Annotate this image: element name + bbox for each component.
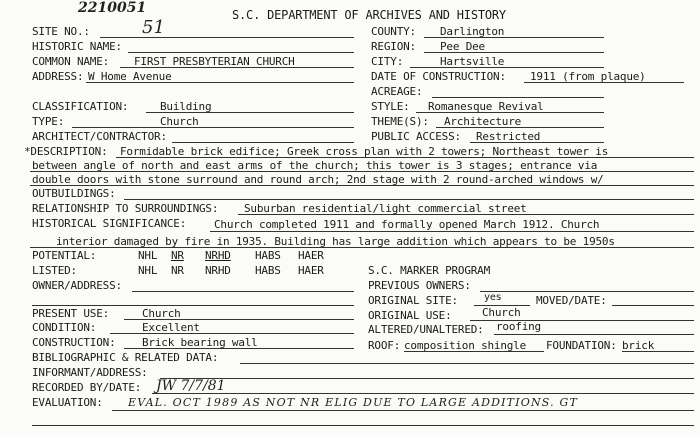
moved-line — [612, 305, 694, 306]
original-use-value: Church — [482, 306, 521, 319]
significance-line-2: interior damaged by fire in 1935. Building has large addition which appears to be 1950s — [56, 235, 615, 248]
foundation-value: brick — [622, 339, 655, 352]
significance-label: HISTORICAL SIGNIFICANCE: — [32, 217, 187, 230]
listed-nrhd: NRHD — [205, 264, 231, 277]
original-site-label: ORIGINAL SITE: — [368, 294, 458, 307]
themes-label: THEME(S): — [371, 115, 429, 128]
construction-line — [124, 348, 354, 349]
condition-value: Excellent — [142, 321, 200, 334]
style-value: Romanesque Revival — [428, 100, 544, 113]
card-number: 2210051 — [78, 0, 147, 16]
present-use-line — [124, 319, 354, 320]
address-value: W Home Avenue — [88, 70, 172, 83]
public-access-line — [470, 142, 604, 143]
listed-label: LISTED: — [32, 264, 77, 277]
outbuildings-line — [124, 199, 694, 200]
description-line-3: double doors with stone surround and round arch; 2nd stage with 2 round-arched windows w/ — [32, 173, 604, 186]
description-underline-3 — [30, 185, 694, 186]
previous-owners-label: PREVIOUS OWNERS: — [368, 279, 471, 292]
listed-nr: NR — [171, 264, 184, 277]
classification-line — [146, 112, 354, 113]
altered-line — [494, 334, 694, 335]
date-label: DATE OF CONSTRUCTION: — [371, 70, 506, 83]
themes-line — [436, 127, 604, 128]
site-no-line — [100, 37, 354, 38]
county-value: Darlington — [440, 25, 505, 38]
architect-label: ARCHITECT/CONTRACTOR: — [32, 130, 167, 143]
address-line — [86, 82, 354, 83]
recorded-line — [152, 393, 694, 394]
listed-haer: HAER — [298, 264, 324, 277]
region-label: REGION: — [371, 40, 416, 53]
architect-line — [172, 142, 354, 143]
public-access-label: PUBLIC ACCESS: — [371, 130, 461, 143]
relationship-value: Suburban residential/light commercial street — [244, 202, 527, 215]
roof-line — [404, 351, 544, 352]
date-value: 1911 (from plaque) — [530, 70, 646, 83]
roof-value: composition shingle — [404, 339, 527, 352]
public-access-value: Restricted — [476, 130, 541, 143]
common-name-value: FIRST PRESBYTERIAN CHURCH — [134, 55, 295, 68]
address-label: ADDRESS: — [32, 70, 84, 83]
present-use-label: PRESENT USE: — [32, 307, 110, 320]
owner-line — [132, 291, 354, 292]
previous-owners-line — [480, 291, 694, 292]
significance-underline-2 — [30, 247, 694, 248]
foundation-line — [622, 351, 694, 352]
description-underline-2 — [30, 171, 694, 172]
date-line — [524, 82, 684, 83]
historic-name-label: HISTORIC NAME: — [32, 40, 122, 53]
owner-line-2 — [32, 305, 354, 306]
original-use-label: ORIGINAL USE: — [368, 309, 452, 322]
foundation-label: FOUNDATION: — [546, 339, 617, 352]
altered-value: roofing — [496, 320, 541, 333]
present-use-value: Church — [142, 307, 181, 320]
city-label: CITY: — [371, 55, 404, 68]
region-value: Pee Dee — [440, 40, 485, 53]
condition-label: CONDITION: — [32, 321, 97, 334]
moved-label: MOVED/DATE: — [536, 294, 607, 307]
description-label: *DESCRIPTION: — [24, 145, 108, 158]
listed-nhl: NHL — [138, 264, 158, 277]
department-header: S.C. DEPARTMENT OF ARCHIVES AND HISTORY — [232, 8, 506, 22]
relationship-label: RELATIONSHIP TO SURROUNDINGS: — [32, 202, 219, 215]
owner-label: OWNER/ADDRESS: — [32, 279, 122, 292]
recorded-value: JW 7/7/81 — [156, 378, 226, 394]
acreage-line — [432, 97, 604, 98]
themes-value: Architecture — [444, 115, 522, 128]
listed-habs: HABS — [255, 264, 281, 277]
informant-label: INFORMANT/ADDRESS: — [32, 366, 148, 379]
region-line — [424, 52, 604, 53]
style-line — [416, 112, 604, 113]
city-value: Hartsville — [440, 55, 505, 68]
county-line — [424, 37, 604, 38]
type-line — [72, 127, 354, 128]
roof-label: ROOF: — [368, 339, 401, 352]
type-label: TYPE: — [32, 115, 65, 128]
construction-label: CONSTRUCTION: — [32, 336, 116, 349]
common-name-label: COMMON NAME: — [32, 55, 110, 68]
relationship-line — [238, 214, 694, 215]
description-underline-1 — [116, 157, 694, 158]
potential-nrhd: NRHD — [205, 249, 231, 262]
city-line — [410, 67, 604, 68]
outbuildings-label: OUTBUILDINGS: — [32, 187, 116, 200]
site-no-label: SITE NO.: — [32, 25, 90, 38]
marker-program-label: S.C. MARKER PROGRAM — [368, 264, 491, 277]
potential-habs: HABS — [255, 249, 281, 262]
evaluation-value: EVAL. OCT 1989 AS NOT NR ELIG DUE TO LARGE ADDITIONS. GT — [128, 396, 579, 409]
altered-label: ALTERED/UNALTERED: — [368, 323, 484, 336]
recorded-label: RECORDED BY/DATE: — [32, 381, 142, 394]
potential-label: POTENTIAL: — [32, 249, 97, 262]
description-line-1: Formidable brick edifice; Greek cross plan with 2 towers; Northeast tower is — [120, 145, 609, 158]
condition-line — [110, 333, 354, 334]
common-name-line — [120, 67, 354, 68]
county-label: COUNTY: — [371, 25, 416, 38]
construction-value: Brick bearing wall — [142, 336, 258, 349]
acreage-label: ACREAGE: — [371, 85, 423, 98]
classification-value: Building — [160, 100, 212, 113]
informant-line — [160, 378, 694, 379]
historic-name-line — [128, 52, 354, 53]
site-no-value: 51 — [142, 17, 165, 38]
classification-label: CLASSIFICATION: — [32, 100, 129, 113]
potential-nr: NR — [171, 249, 184, 262]
original-site-value: yes — [484, 292, 502, 303]
potential-haer: HAER — [298, 249, 324, 262]
type-value: Church — [160, 115, 199, 128]
evaluation-line — [112, 410, 694, 411]
evaluation-line-2 — [32, 425, 694, 426]
potential-nhl: NHL — [138, 249, 158, 262]
description-line-2: between angle of north and east arms of the church; this tower is 3 stages; entrance via — [32, 159, 598, 172]
style-label: STYLE: — [371, 100, 410, 113]
significance-line-1: Church completed 1911 and formally opened March 1912. Church — [214, 218, 600, 231]
biblio-label: BIBLIOGRAPHIC & RELATED DATA: — [32, 351, 219, 364]
evaluation-label: EVALUATION: — [32, 396, 103, 409]
biblio-line — [240, 363, 694, 364]
significance-underline-1 — [210, 231, 694, 232]
